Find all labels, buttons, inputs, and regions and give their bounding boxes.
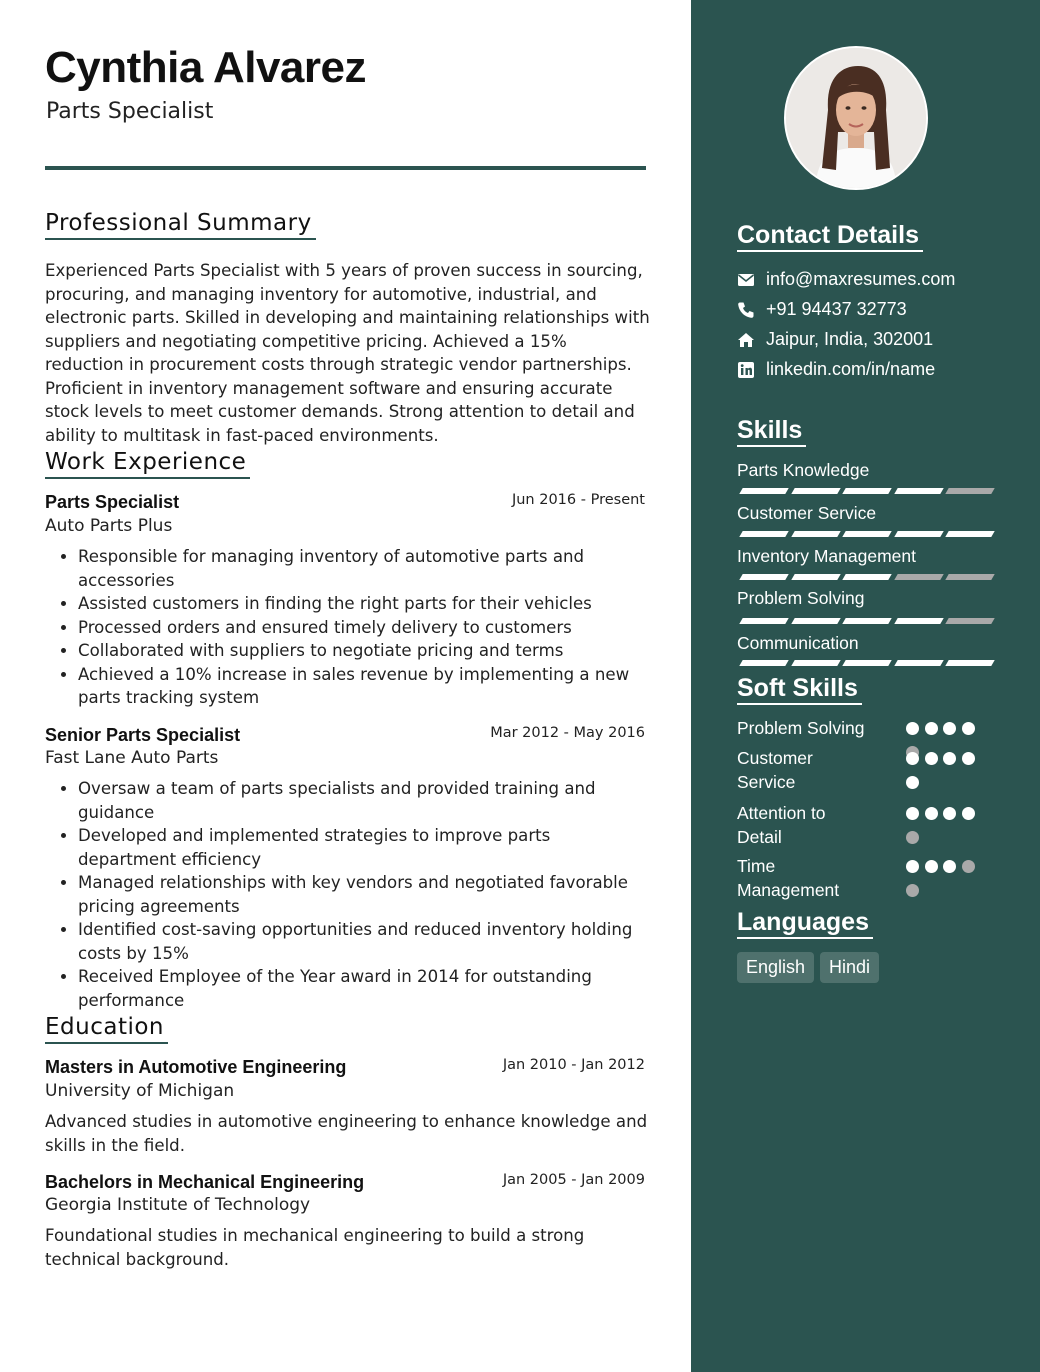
list-item: • Achieved a 10% increase in sales revenue by implementing a new parts tracking system	[78, 663, 650, 710]
email-text: info@maxresumes.com	[766, 269, 956, 289]
soft-skill-name: Attention to Detail	[737, 803, 826, 847]
skill-bar	[737, 531, 997, 539]
languages-heading: Languages	[737, 907, 873, 939]
skill-bar	[737, 574, 997, 582]
skill-level-filled	[791, 488, 840, 494]
school: Georgia Institute of Technology	[45, 1195, 311, 1215]
skill-level-filled	[739, 618, 788, 624]
skill-level-filled	[842, 531, 891, 537]
school: University of Michigan	[45, 1081, 235, 1101]
job-company: Auto Parts Plus	[45, 516, 173, 536]
rating-dot-filled	[906, 807, 919, 820]
rating-dot-filled	[906, 722, 919, 735]
skill-name: Customer Service	[737, 503, 877, 523]
avatar	[786, 48, 926, 188]
skill-level-filled	[739, 660, 788, 666]
work-heading: Work Experience	[45, 447, 250, 479]
skill-level-filled	[791, 618, 840, 624]
header-divider	[45, 166, 646, 170]
rating-dot-filled	[906, 776, 919, 789]
education-description: Advanced studies in automotive engineering to enhance knowledge and skills in the field.	[45, 1112, 648, 1155]
skill-level-filled	[842, 574, 891, 580]
job-header	[45, 492, 645, 516]
list-item: • Oversaw a team of parts specialists and provided training and guidance	[78, 777, 650, 824]
education-dates: Jan 2005 - Jan 2009	[502, 1172, 645, 1188]
rating-dot-filled	[925, 807, 938, 820]
list-item: • Developed and implemented strategies to improve parts department efficiency	[78, 824, 650, 871]
summary-text: Experienced Parts Specialist with 5 years of proven success in sourcing, procuring, and managing inventory for automotive, industrial, and electronic parts. Skilled in developing and maintaining relationships with suppliers and negotiating competitive pricing. Achieved a 15% reduction in procurement costs through strategic vendor partnerships. Proficient in inventory management software and ensuring accurate stock levels to meet customer demands. Strong attention to detail and ability to multitask in fast-paced environments.	[45, 261, 650, 445]
rating-dot-empty	[962, 860, 975, 873]
phone-text: +91 94437 32773	[766, 299, 907, 319]
rating-dot-filled	[943, 752, 956, 765]
soft-skill-name: Time Management	[737, 856, 840, 900]
language-tag: English	[737, 952, 814, 983]
skill-name: Inventory Management	[737, 546, 916, 566]
sidebar	[691, 0, 1040, 1372]
skill-level-filled	[945, 531, 994, 537]
location-text: Jaipur, India, 302001	[766, 329, 934, 349]
skill-level-empty	[945, 488, 994, 494]
skill-level-filled	[791, 531, 840, 537]
rating-dot-filled	[906, 860, 919, 873]
education-header	[45, 1057, 645, 1081]
contact-heading: Contact Details	[737, 220, 923, 252]
summary-heading: Professional Summary	[45, 208, 316, 240]
list-item: • Responsible for managing inventory of automotive parts and accessories	[78, 545, 650, 592]
skill-name: Parts Knowledge	[737, 460, 870, 480]
skill-level-filled	[791, 660, 840, 666]
job-bullets	[45, 777, 650, 1012]
job-dates: Mar 2012 - May 2016	[490, 725, 645, 741]
skill-level-filled	[945, 660, 994, 666]
skill-level-filled	[842, 660, 891, 666]
rating-dot-empty	[906, 884, 919, 897]
phone-icon	[737, 301, 755, 319]
job-dates: Jun 2016 - Present	[511, 492, 645, 508]
rating-dot-filled	[925, 860, 938, 873]
rating-dot-filled	[962, 807, 975, 820]
skill-level-filled	[894, 531, 943, 537]
education-header	[45, 1172, 645, 1196]
linkedin-icon	[737, 361, 755, 379]
skill-bar	[737, 488, 997, 496]
profile-photo	[784, 46, 928, 190]
rating-dot-empty	[906, 831, 919, 844]
list-item: • Collaborated with suppliers to negotiate pricing and terms	[78, 639, 650, 663]
education-description: Foundational studies in mechanical engineering to build a strong technical background.	[45, 1226, 585, 1269]
skill-level-empty	[945, 574, 994, 580]
rating-dot-filled	[943, 860, 956, 873]
skill-level-filled	[894, 488, 943, 494]
home-icon	[737, 331, 755, 349]
job-role: Senior Parts Specialist	[45, 725, 241, 745]
list-item: • Processed orders and ensured timely delivery to customers	[78, 616, 650, 640]
soft-skill-name: Problem Solving	[737, 718, 865, 738]
skill-bar	[737, 660, 997, 668]
list-item: • Received Employee of the Year award in 2014 for outstanding performance	[78, 965, 650, 1012]
skill-level-empty	[945, 618, 994, 624]
skill-name: Problem Solving	[737, 588, 865, 608]
skill-level-filled	[894, 660, 943, 666]
job-header	[45, 725, 645, 749]
candidate-name: Cynthia Alvarez	[45, 43, 366, 92]
list-item: • Assisted customers in finding the right parts for their vehicles	[78, 592, 650, 616]
rating-dot-filled	[943, 722, 956, 735]
skill-level-filled	[842, 488, 891, 494]
skills-heading: Skills	[737, 415, 806, 447]
list-item: • Managed relationships with key vendors and negotiated favorable pricing agreements	[78, 871, 650, 918]
job-role: Parts Specialist	[45, 492, 180, 512]
envelope-icon	[737, 271, 755, 289]
linkedin-text: linkedin.com/in/name	[766, 359, 936, 379]
job-bullets	[45, 545, 650, 710]
soft-skills-heading: Soft Skills	[737, 673, 862, 705]
rating-dot-filled	[962, 722, 975, 735]
rating-dot-filled	[943, 807, 956, 820]
skill-level-filled	[842, 618, 891, 624]
skill-level-empty	[894, 574, 943, 580]
skill-level-filled	[791, 574, 840, 580]
rating-dot-filled	[925, 722, 938, 735]
rating-dot-filled	[925, 752, 938, 765]
rating-dot-filled	[962, 752, 975, 765]
education-dates: Jan 2010 - Jan 2012	[502, 1057, 645, 1073]
job-company: Fast Lane Auto Parts	[45, 748, 219, 768]
education-heading: Education	[45, 1012, 168, 1044]
skill-level-filled	[739, 531, 788, 537]
skill-bar	[737, 618, 997, 626]
degree: Masters in Automotive Engineering	[45, 1057, 347, 1077]
candidate-title: Parts Specialist	[46, 99, 214, 124]
language-tag: Hindi	[820, 952, 879, 983]
list-item: • Identified cost-saving opportunities and reduced inventory holding costs by 15%	[78, 918, 650, 965]
degree: Bachelors in Mechanical Engineering	[45, 1172, 365, 1192]
skill-name: Communication	[737, 633, 859, 653]
skill-level-filled	[739, 488, 788, 494]
rating-dot-filled	[906, 752, 919, 765]
skill-level-filled	[894, 618, 943, 624]
soft-skill-name: Customer Service	[737, 748, 813, 792]
skill-level-filled	[739, 574, 788, 580]
